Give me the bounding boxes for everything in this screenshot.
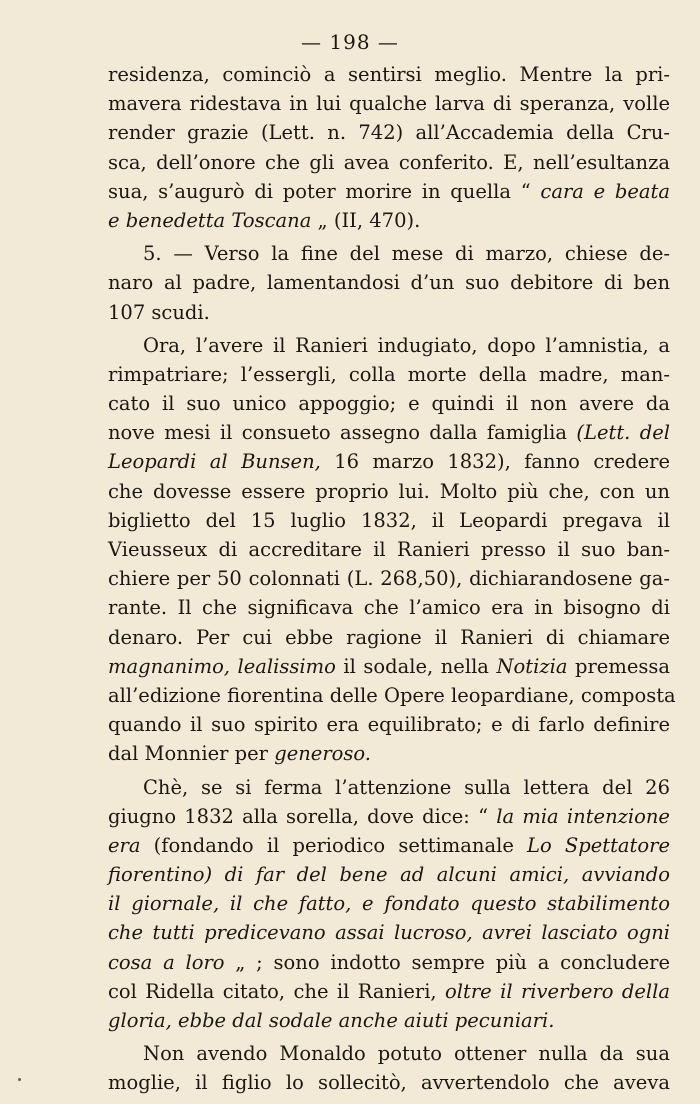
- text-segment: 5. — Verso la fine del mese di marzo, chiese de-: [143, 242, 670, 266]
- text-line: [108, 623, 670, 652]
- text-line: [108, 298, 670, 327]
- text-segment: sua, s’augurò di poter morire in quella “: [108, 179, 541, 203]
- text-segment: residenza, cominciò a sentirsi meglio. Mentre la pri-: [108, 63, 670, 86]
- text-line: [108, 506, 670, 535]
- text-segment: „ ; sono indotto sempre più a concludere: [224, 950, 670, 974]
- text-line: [108, 681, 676, 710]
- text-segment: Chè, se si ferma l’attenzione sulla lettera del 26: [143, 775, 670, 799]
- text-line: [108, 918, 670, 947]
- body-text: [108, 60, 676, 1098]
- text-line: [108, 239, 670, 268]
- text-line: [108, 89, 670, 118]
- text-segment: il sodale, nella: [335, 654, 497, 678]
- text-segment: moglie, il figlio lo sollecitò, avvertendolo che aveva: [108, 1071, 670, 1095]
- text-segment: giugno 1832 alla sorella, dove dice: “: [108, 804, 497, 828]
- text-segment: Non avendo Monaldo potuto ottener nulla da sua: [143, 1042, 670, 1066]
- italic-text: la mia intenzione: [496, 804, 670, 828]
- text-line: [108, 268, 670, 297]
- italic-text: era: [108, 833, 141, 857]
- text-line: [108, 831, 670, 860]
- text-line: [108, 860, 670, 889]
- text-segment: render grazie (Lett. n. 742) all’Accademia della Cru-: [108, 121, 670, 145]
- text-line: [108, 60, 670, 89]
- text-segment: rimpatriare; l’essergli, colla morte della madre, man-: [108, 362, 670, 386]
- italic-text: gloria, ebbe dal sodale anche aiuti pecuniari.: [108, 1009, 555, 1032]
- text-segment: che dovesse essere proprio lui. Molto più che, con un: [108, 479, 670, 503]
- italic-text: Notizia: [496, 654, 568, 678]
- italic-text: generoso.: [274, 742, 372, 766]
- text-line: [108, 360, 670, 389]
- text-segment: sca, dell’onore che gli avea conferito. E, nell’esultanza: [108, 150, 670, 174]
- text-segment: quando il suo spirito era equilibrato; e di farlo definire: [108, 713, 670, 737]
- text-segment: rante. Il che significava che l’amico era in bisogno di: [108, 596, 670, 620]
- italic-text: che tutti predicevano assai lucroso, avrei lasciato ogni: [108, 921, 670, 945]
- text-segment: col Ridella citato, che il Ranieri,: [108, 979, 446, 1003]
- italic-text: (Lett. del: [576, 421, 670, 445]
- text-segment: cato il suo unico appoggio; e quindi il non avere da: [108, 392, 670, 416]
- italic-text: magnanimo, lealissimo: [108, 654, 336, 678]
- text-line: [108, 206, 670, 235]
- text-line: [108, 652, 670, 681]
- italic-text: Lo Spettatore: [527, 833, 670, 857]
- italic-text: fiorentino) di far del bene ad alcuni amici, avviando: [108, 863, 670, 887]
- text-line: [108, 1039, 670, 1068]
- italic-text: Leopardi al Bunsen,: [108, 450, 321, 474]
- italic-text: cara e beata: [540, 179, 670, 203]
- italic-text: il giornale, il che fatto, e fondato questo stabilimento: [108, 892, 670, 916]
- text-line: [108, 773, 670, 802]
- text-line: [108, 477, 670, 506]
- italic-text: oltre il riverbero della: [445, 979, 670, 1003]
- text-line: [108, 710, 670, 739]
- text-line: [108, 739, 670, 768]
- text-segment: dal Monnier per: [108, 742, 275, 766]
- text-line: [108, 977, 670, 1006]
- text-line: [108, 564, 670, 593]
- text-line: [108, 389, 670, 418]
- text-segment: naro al padre, lamentandosi d’un suo debitore di ben: [108, 271, 670, 295]
- text-segment: biglietto del 15 luglio 1832, il Leopardi pregava il: [108, 508, 670, 532]
- text-line: [108, 177, 670, 206]
- text-line: [108, 1006, 670, 1035]
- text-line: [108, 948, 670, 977]
- text-segment: premessa: [567, 654, 670, 678]
- text-segment: „ (II, 470).: [311, 208, 421, 232]
- italic-text: cosa a loro: [108, 950, 225, 974]
- text-line: [108, 535, 670, 564]
- text-line: [108, 1068, 670, 1097]
- text-segment: mavera ridestava in lui qualche larva di speranza, volle: [108, 92, 670, 116]
- text-line: [108, 593, 670, 622]
- text-segment: chiere per 50 colonnati (L. 268,50), dichiarandosene ga-: [108, 567, 670, 591]
- text-segment: nove mesi il consueto assegno dalla famiglia: [108, 421, 577, 445]
- text-segment: all’edizione fiorentina delle Opere leopardiane, composta: [108, 683, 676, 707]
- text-line: [108, 331, 670, 360]
- text-line: [108, 447, 670, 476]
- text-segment: denaro. Per cui ebbe ragione il Ranieri di chiamare: [108, 625, 670, 649]
- italic-text: e benedetta Toscana: [108, 208, 312, 232]
- text-segment: Ora, l’avere il Ranieri indugiato, dopo l’amnistia, a: [143, 333, 670, 357]
- text-line: [108, 802, 670, 831]
- text-line: [108, 889, 670, 918]
- text-segment: 16 marzo 1832), fanno credere: [320, 450, 671, 474]
- ink-speck: [18, 1078, 21, 1081]
- text-segment: 107 scudi.: [108, 300, 210, 324]
- text-segment: Vieusseux di accreditare il Ranieri presso il suo ban-: [108, 538, 670, 561]
- text-segment: (fondando il periodico settimanale: [140, 833, 528, 857]
- page-number: — 198 —: [301, 30, 399, 54]
- text-line: [108, 148, 670, 177]
- text-line: [108, 418, 670, 447]
- text-line: [108, 118, 670, 147]
